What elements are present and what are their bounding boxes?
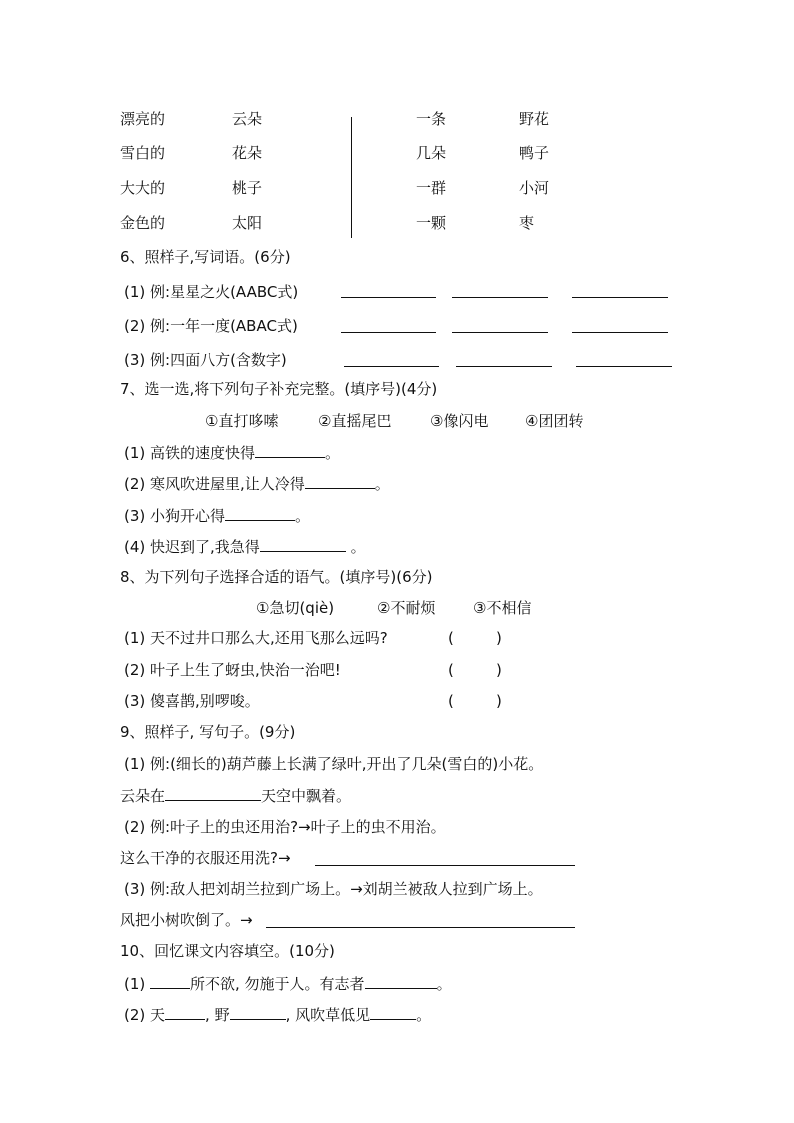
- q7-item-text: (2) 寒风吹进屋里,让人冷得: [124, 475, 305, 493]
- q6-answer-blank[interactable]: [576, 365, 672, 367]
- q10-answer-blank[interactable]: [365, 973, 437, 989]
- q9-task-text: 云朵在: [120, 787, 166, 805]
- q6-answer-blank[interactable]: [452, 296, 548, 298]
- match-noun-right: 枣: [519, 214, 535, 232]
- q6-item: (3) 例:四面八方(含数字): [124, 351, 287, 369]
- q9-task: 风把小树吹倒了。→: [120, 911, 253, 929]
- q10-title: 10、回忆课文内容填空。(10分): [120, 942, 335, 960]
- q8-paren-open: (: [448, 629, 454, 647]
- q10-answer-blank[interactable]: [150, 973, 190, 989]
- q10-item-text: , 野: [205, 1006, 230, 1024]
- q7-item-end: 。: [295, 507, 311, 525]
- q8-option: ②不耐烦: [377, 599, 436, 617]
- match-measure-word: 一群: [416, 179, 447, 197]
- q6-answer-blank[interactable]: [341, 331, 436, 333]
- match-noun-right: 野花: [519, 110, 550, 128]
- q10-answer-blank[interactable]: [230, 1004, 286, 1020]
- q6-answer-blank[interactable]: [456, 365, 552, 367]
- q8-item: (2) 叶子上生了蚜虫,快治一治吧!: [124, 661, 341, 679]
- match-left-word: 大大的: [120, 179, 166, 197]
- q7-answer-blank[interactable]: [305, 473, 375, 489]
- match-noun: 花朵: [232, 144, 263, 162]
- q10-item-text: , 风吹草低见: [285, 1006, 371, 1024]
- q9-answer-blank[interactable]: [266, 926, 575, 928]
- q9-answer-blank[interactable]: [165, 785, 261, 801]
- q8-paren-close: ): [496, 692, 502, 710]
- q6-answer-blank[interactable]: [572, 296, 668, 298]
- q6-title: 6、照样子,写词语。(6分): [120, 248, 291, 266]
- q7-option: ③像闪电: [430, 412, 489, 430]
- q10-item-text: (2) 天: [124, 1006, 166, 1024]
- q8-paren-close: ): [496, 661, 502, 679]
- match-noun-right: 鸭子: [519, 144, 550, 162]
- q10-item-number: (1): [124, 975, 151, 993]
- q7-answer-blank[interactable]: [260, 536, 346, 552]
- q6-answer-blank[interactable]: [344, 365, 439, 367]
- q7-item-end: 。: [325, 444, 341, 462]
- q10-item: [124, 1004, 431, 1025]
- q6-answer-blank[interactable]: [341, 296, 436, 298]
- q9-task-text: 天空中飘着。: [261, 787, 352, 805]
- q8-title: 8、为下列句子选择合适的语气。(填序号)(6分): [120, 568, 433, 586]
- match-measure-word: 几朵: [416, 144, 447, 162]
- q6-answer-blank[interactable]: [572, 331, 668, 333]
- q7-item-end: 。: [374, 475, 390, 493]
- q9-title: 9、照样子, 写句子。(9分): [120, 723, 296, 741]
- q6-item: (1) 例:星星之火(AABC式): [124, 283, 299, 301]
- q7-option: ②直摇尾巴: [318, 412, 392, 430]
- match-left-word: 漂亮的: [120, 110, 166, 128]
- q7-item-text: (4) 快迟到了,我急得: [124, 538, 260, 556]
- q6-item: (2) 例:一年一度(ABAC式): [124, 317, 298, 335]
- q7-answer-blank[interactable]: [225, 505, 295, 521]
- q8-paren-open: (: [448, 692, 454, 710]
- q10-answer-blank[interactable]: [370, 1004, 416, 1020]
- q8-paren-close: ): [496, 629, 502, 647]
- q9-answer-blank[interactable]: [315, 864, 575, 866]
- q7-item: [124, 505, 310, 526]
- q9-task: [120, 785, 351, 806]
- q10-item-text: 。: [416, 1006, 432, 1024]
- q10-item-text: 。: [436, 975, 452, 993]
- q7-item-text: (3) 小狗开心得: [124, 507, 226, 525]
- match-noun-right: 小河: [519, 179, 550, 197]
- q9-example: (3) 例:敌人把刘胡兰拉到广场上。→刘胡兰被敌人拉到广场上。: [124, 880, 543, 898]
- match-noun: 桃子: [232, 179, 263, 197]
- q7-answer-blank[interactable]: [255, 442, 325, 458]
- q8-item: (3) 傻喜鹊,别啰唆。: [124, 692, 260, 710]
- q7-item-text: (1) 高铁的速度快得: [124, 444, 256, 462]
- q9-task: 这么干净的衣服还用洗?→: [120, 849, 291, 867]
- q7-item-end: 。: [345, 538, 366, 556]
- match-left-word: 金色的: [120, 214, 166, 232]
- match-measure-word: 一条: [416, 110, 447, 128]
- q8-paren-open: (: [448, 661, 454, 679]
- match-left-word: 雪白的: [120, 144, 166, 162]
- q10-item: [124, 973, 452, 994]
- q7-option: ①直打哆嗦: [205, 412, 279, 430]
- q7-title: 7、选一选,将下列句子补充完整。(填序号)(4分): [120, 380, 438, 398]
- q9-example: (1) 例:(细长的)葫芦藤上长满了绿叶,开出了几朵(雪白的)小花。: [124, 755, 544, 773]
- q7-option: ④团团转: [525, 412, 584, 430]
- q7-item: [124, 473, 390, 494]
- q7-item: [124, 536, 366, 557]
- q7-item: [124, 442, 340, 463]
- q10-item-text: 所不欲, 勿施于人。有志者: [190, 975, 365, 993]
- q10-answer-blank[interactable]: [165, 1004, 205, 1020]
- match-noun: 太阳: [232, 214, 263, 232]
- q9-example: (2) 例:叶子上的虫还用治?→叶子上的虫不用治。: [124, 818, 446, 836]
- q6-answer-blank[interactable]: [452, 331, 548, 333]
- match-measure-word: 一颗: [416, 214, 447, 232]
- column-divider: [351, 117, 352, 238]
- q8-option: ③不相信: [473, 599, 532, 617]
- q8-option: ①急切(qiè): [256, 599, 335, 617]
- match-noun: 云朵: [232, 110, 263, 128]
- q8-item: (1) 天不过井口那么大,还用飞那么远吗?: [124, 629, 388, 647]
